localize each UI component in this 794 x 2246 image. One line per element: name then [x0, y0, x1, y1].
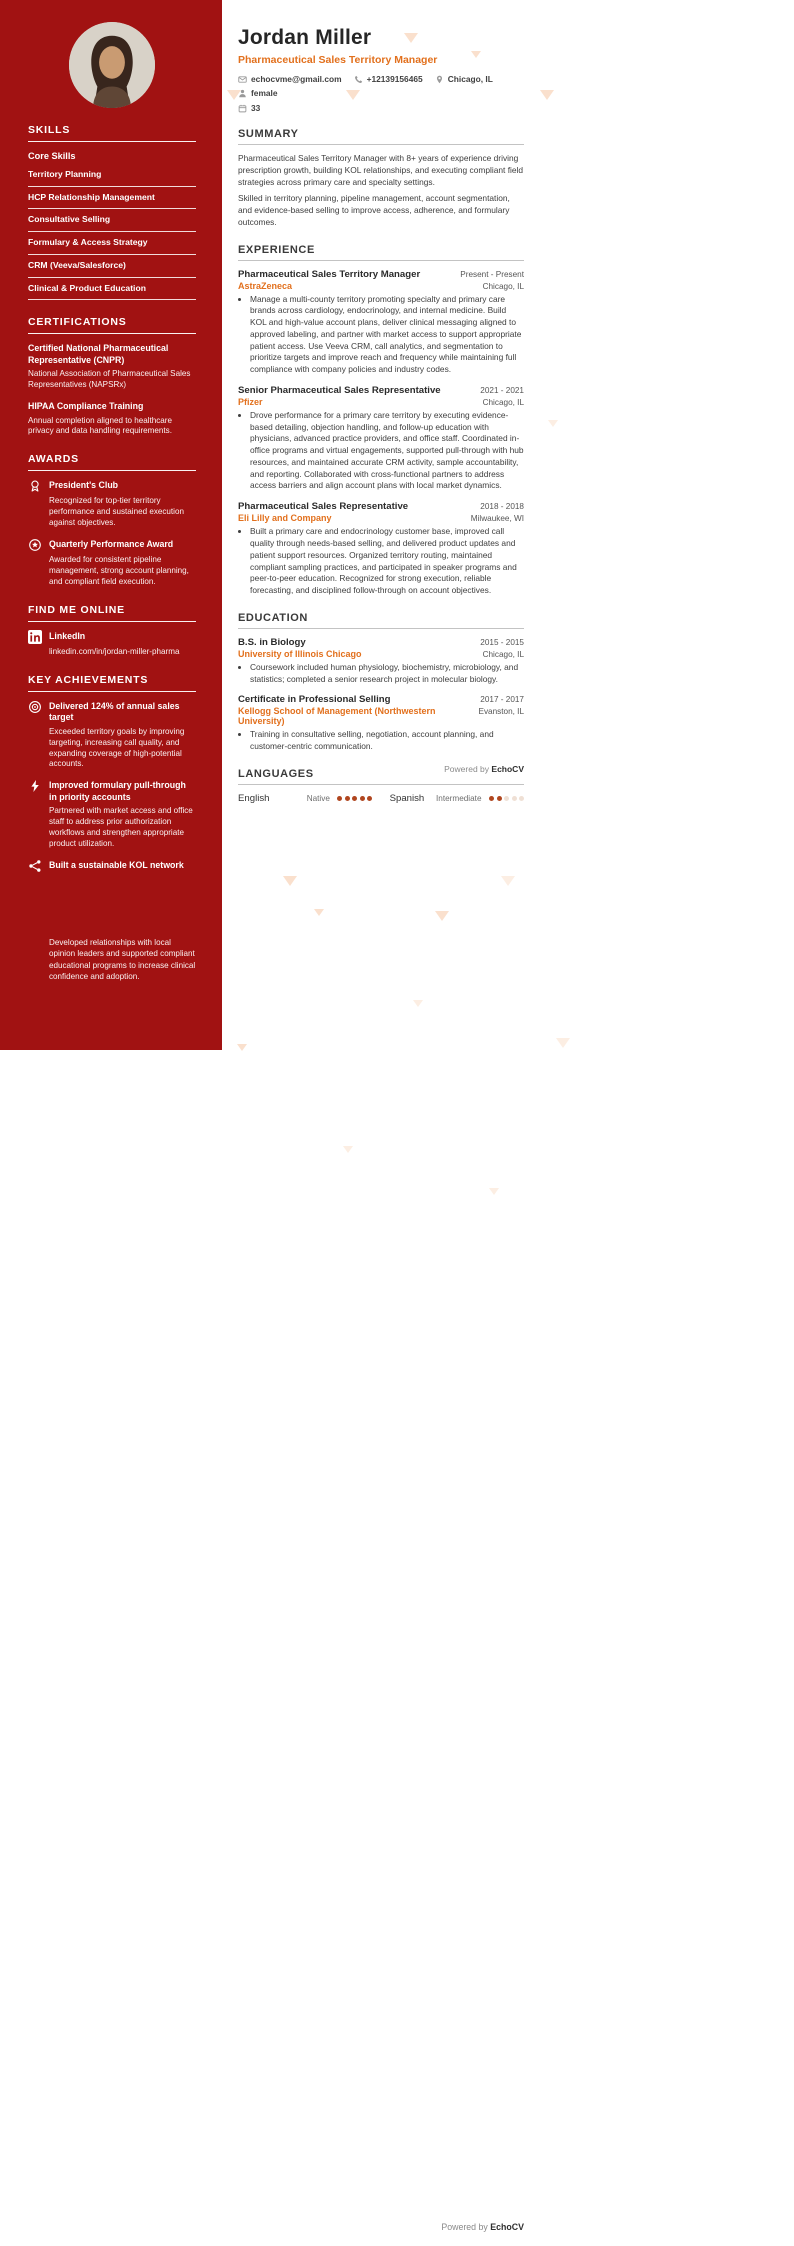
skills-heading: SKILLS	[28, 124, 196, 142]
skill-item: Formulary & Access Strategy	[28, 232, 196, 255]
awards-heading: AWARDS	[28, 453, 196, 471]
email-text: echocvme@gmail.com	[251, 74, 342, 84]
experience-entry	[238, 501, 524, 597]
school-name: University of Illinois Chicago	[238, 648, 362, 659]
key-achievements-heading: KEY ACHIEVEMENTS	[28, 674, 196, 692]
job-bullet: • Built a primary care and endocrinology customer base, improved call quality through needs-based selling, and delivered product updates and patient support resources. Organized territory routing, maintained compliant sampling practices, and participated in speaker programs and peer-to-peer education. Recognized for strong execution, reliable forecasting, and disciplined follow-through on account objectives.	[250, 526, 524, 597]
summary-heading: SUMMARY	[238, 128, 524, 145]
powered-by-text: Powered by	[441, 2222, 488, 2232]
job-dates: 2018 - 2018	[480, 502, 524, 512]
language-level: Intermediate	[435, 793, 482, 803]
triangle-watermark	[501, 876, 515, 886]
education-location: Chicago, IL	[482, 649, 524, 659]
award-title: President's Club	[49, 480, 119, 491]
education-bullets	[238, 729, 524, 753]
education-entry	[238, 694, 524, 753]
summary-paragraph: Skilled in territory planning, pipeline management, account segmentation, and evidence-based selling to improve access, adherence, and formulary outcomes.	[238, 192, 510, 227]
languages-heading: LANGUAGES	[238, 768, 524, 785]
achievement-description: Partnered with market access and office staff to address prior authorization workflows and strengthen appropriate product utilization.	[49, 806, 193, 848]
achievement-title: Improved formulary pull-through in priority accounts	[49, 780, 186, 802]
language-item	[390, 793, 524, 804]
job-location: Chicago, IL	[482, 397, 524, 407]
certification-item	[28, 343, 196, 391]
social-link-item	[28, 631, 196, 658]
achievement-item	[28, 780, 196, 850]
degree-text: B.S. in Biology	[238, 636, 306, 648]
sidebar-section-find-me-online	[28, 604, 196, 658]
languages-row	[238, 793, 524, 804]
triangle-watermark	[548, 420, 558, 427]
contact-age	[238, 103, 260, 113]
contact-phone	[354, 74, 423, 84]
language-level: Native	[306, 793, 330, 803]
skill-item: CRM (Veeva/Salesforce)	[28, 255, 196, 278]
achievement-item	[28, 701, 196, 771]
job-title-text: Pharmaceutical Sales Representative	[238, 501, 409, 513]
powered-by-text: Powered by	[444, 764, 490, 774]
job-title-text: Pharmaceutical Sales Territory Manager	[238, 268, 421, 280]
email-icon	[238, 75, 247, 84]
certification-description: Annual completion aligned to healthcare privacy and data handling requirements.	[28, 415, 172, 436]
target-icon	[28, 700, 42, 714]
education-entry	[238, 637, 524, 686]
award-item	[28, 539, 196, 588]
job-dates: Present - Present	[460, 269, 524, 279]
achievement-overflow-text: Developed relationships with local opinion leaders and supported compliant educational programs to increase clinical confidence and adoption.	[49, 937, 196, 981]
education-bullet: • Coursework included human physiology, biochemistry, microbiology, and statistics; completed a senior research project in molecular biology.	[250, 662, 524, 686]
sidebar-section-key-achievements	[28, 674, 196, 982]
skills-list	[28, 164, 196, 300]
social-link-label: LinkedIn	[49, 630, 86, 641]
certification-item	[28, 401, 196, 437]
calendar-icon	[238, 104, 247, 113]
education-heading: EDUCATION	[238, 612, 524, 629]
person-icon	[238, 89, 247, 98]
achievement-item	[28, 860, 196, 873]
certification-title: HIPAA Compliance Training	[28, 401, 144, 412]
experience-heading: EXPERIENCE	[238, 244, 524, 261]
skill-item: Consultative Selling	[28, 209, 196, 232]
language-name: English	[238, 792, 270, 804]
profile-photo	[69, 22, 155, 108]
find-me-online-heading: FIND ME ONLINE	[28, 604, 196, 622]
sidebar-section-awards	[28, 453, 196, 588]
powered-by-footer	[238, 764, 524, 774]
triangle-watermark	[413, 1000, 423, 1007]
contact-row	[238, 103, 524, 113]
education-bullets	[238, 662, 524, 686]
location-text: Chicago, IL	[447, 74, 493, 84]
triangle-watermark	[556, 1038, 570, 1048]
triangle-watermark	[489, 1188, 499, 1195]
sidebar-section-certifications	[28, 316, 196, 437]
lightning-icon	[28, 779, 42, 793]
person-title: Pharmaceutical Sales Territory Manager	[238, 54, 438, 66]
linkedin-icon	[28, 630, 42, 644]
award-description: Recognized for top-tier territory performance and sustained execution against objectives.	[49, 496, 184, 528]
triangle-watermark	[283, 876, 297, 886]
degree-text: Certificate in Professional Selling	[238, 694, 391, 706]
job-title-text: Senior Pharmaceutical Sales Representative	[238, 384, 441, 396]
company-name: Eli Lilly and Company	[238, 513, 332, 524]
language-dots	[335, 796, 373, 801]
section-summary	[238, 128, 524, 229]
skills-group-label: Core Skills	[28, 151, 76, 161]
job-bullets	[238, 294, 524, 376]
summary-paragraph: Pharmaceutical Sales Territory Manager with 8+ years of experience driving prescription growth, building KOL relationships, and executing compliant field strategies across primary care and specialty settings.	[238, 153, 524, 187]
sidebar	[0, 0, 222, 1050]
education-location: Evanston, IL	[478, 707, 524, 717]
contact-row	[238, 74, 524, 98]
language-dots	[487, 796, 525, 801]
section-experience	[238, 244, 524, 597]
job-bullet: • Manage a multi-county territory promoting specialty and primary care brands across cardiology, endocrinology, and internal medicine. Build KOL and high-value account plans, deliver clinical messaging aligned to approved labeling, and partner with market access to support appropriate patient access. Use Veeva CRM, call analytics, and segmentation to prioritize targets and improve reach and frequency while maintaining full compliance with company policies and industry codes.	[250, 294, 524, 376]
education-dates: 2017 - 2017	[480, 695, 524, 705]
phone-text: +12139156465	[366, 74, 423, 84]
achievement-title: Built a sustainable KOL network	[49, 859, 184, 870]
award-item	[28, 480, 196, 529]
education-dates: 2015 - 2015	[480, 637, 524, 647]
gender-text: female	[251, 88, 278, 98]
triangle-watermark	[314, 909, 324, 916]
resume-main	[238, 0, 524, 804]
job-bullet: • Drove performance for a primary care territory by executing evidence-based detailing, objection handling, and follow-up education with physicians, advanced practice providers, and office staff. Coordinated in-office programs and virtual engagements, supported pull-through with hub resources, and maintained accurate CRM activity, sample accountability, and reporting. Collaborated with cross-functional partners to address access barriers and align account plans with local market dynamics.	[250, 410, 524, 492]
triangle-watermark	[540, 90, 554, 100]
skill-item: HCP Relationship Management	[28, 187, 196, 210]
school-name: Kellogg School of Management (Northwestern University)	[238, 706, 436, 727]
company-name: Pfizer	[238, 396, 263, 407]
brand-name: EchoCV	[491, 764, 524, 774]
phone-icon	[354, 75, 363, 84]
award-description: Awarded for consistent pipeline management, strong account planning, and compliant field execution.	[49, 555, 189, 586]
person-name: Jordan Miller	[238, 26, 372, 49]
powered-by-footer-bottom	[238, 2222, 524, 2232]
triangle-watermark	[343, 1146, 353, 1153]
award-title: Quarterly Performance Award	[49, 539, 174, 550]
badge-star-icon	[28, 538, 42, 552]
section-education	[238, 612, 524, 753]
education-bullet: • Training in consultative selling, negotiation, account planning, and customer-centric communication.	[250, 729, 524, 753]
job-dates: 2021 - 2021	[480, 385, 524, 395]
contact-email[interactable]	[238, 74, 342, 84]
company-name: AstraZeneca	[238, 280, 293, 291]
medal-icon	[28, 479, 42, 493]
experience-entry	[238, 385, 524, 492]
triangle-watermark	[435, 911, 449, 921]
certification-description: National Association of Pharmaceutical Sales Representatives (NAPSRx)	[28, 369, 191, 390]
contact-location	[435, 74, 493, 84]
contact-gender	[238, 88, 278, 98]
language-name: Spanish	[389, 792, 425, 804]
certification-title: Certified National Pharmaceutical Representative (CNPR)	[28, 343, 169, 365]
achievement-description: Exceeded territory goals by improving targeting, increasing call quality, and expanding coverage of high-potential accounts.	[49, 726, 185, 769]
achievement-title: Delivered 124% of annual sales target	[49, 700, 180, 723]
job-bullets	[238, 526, 524, 597]
job-location: Milwaukee, WI	[470, 514, 524, 524]
sidebar-section-skills	[28, 124, 196, 300]
location-pin-icon	[435, 75, 444, 84]
brand-name: EchoCV	[490, 2222, 524, 2232]
age-text: 33	[251, 103, 261, 113]
experience-entry	[238, 269, 524, 376]
skill-item: Territory Planning	[28, 164, 196, 187]
triangle-watermark	[237, 1044, 247, 1051]
social-link-url[interactable]: linkedin.com/in/jordan-miller-pharma	[49, 646, 180, 656]
network-icon	[28, 859, 42, 873]
skill-item: Clinical & Product Education	[28, 278, 196, 301]
job-bullets	[238, 410, 524, 492]
certifications-heading: CERTIFICATIONS	[28, 316, 196, 334]
job-location: Chicago, IL	[482, 281, 524, 291]
language-item	[238, 793, 372, 804]
